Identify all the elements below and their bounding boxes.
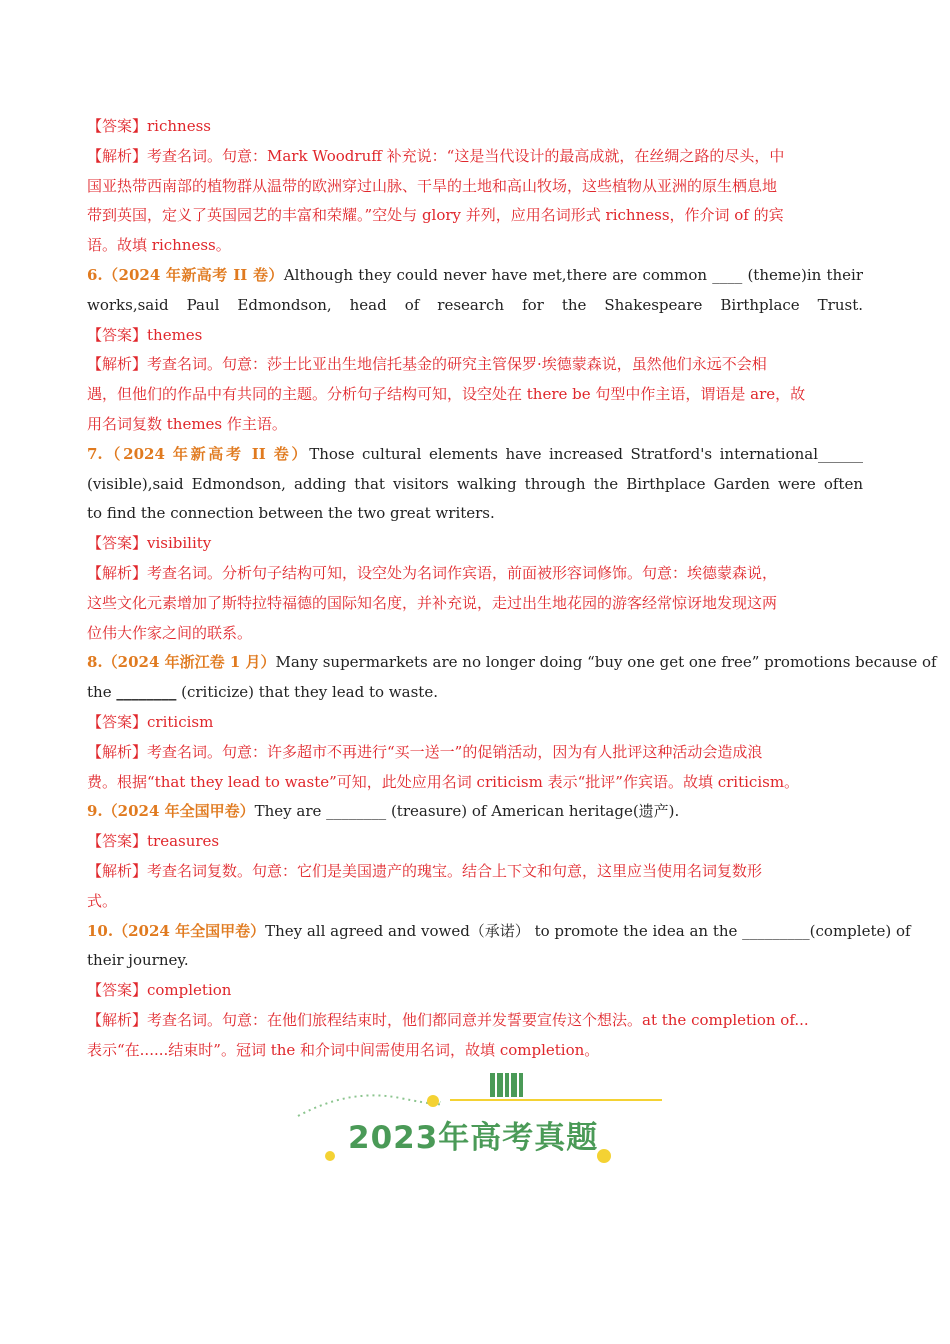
q10-question-line: their journey.	[87, 951, 189, 970]
q7-question-text: Those cultural elements have increased Stratford's international______	[309, 444, 863, 463]
book-spine-icon	[505, 1073, 509, 1097]
book-spine-icon	[511, 1073, 517, 1097]
q5-analysis-line: 语。故填 richness。	[87, 236, 231, 255]
q8-analysis-line: 【解析】考查名词。句意：许多超市不再进行“买一送一”的促销活动，因为有人批评这种活动会造成浪	[87, 742, 763, 761]
q7-question-line: (visible),said Edmondson, adding that visitors walking through the Birthplace Garden were often	[87, 474, 863, 493]
q10-analysis-line: 表示“在......结束时”。冠词 the 和介词中间需使用名词，故填 completion。	[87, 1040, 600, 1059]
q6-source: 6.（2024 年新高考 II 卷）	[87, 265, 284, 284]
q10-answer: 【答案】completion	[87, 981, 232, 1000]
q6-analysis-line: 【解析】考查名词。句意：莎士比亚出生地信托基金的研究主管保罗·埃德蒙森说，虽然他们永远不会相	[87, 355, 767, 374]
q9-analysis-line: 式。	[87, 891, 118, 910]
q10-source: 10.（2024 年全国甲卷）	[87, 921, 266, 940]
q7-question-line	[87, 440, 863, 470]
document-body	[87, 112, 937, 1066]
book-spine-icon	[519, 1073, 523, 1097]
q6-question-line	[87, 261, 863, 291]
q10-question-line	[87, 917, 911, 947]
q6-analysis-line: 用名词复数 themes 作主语。	[87, 414, 287, 433]
q6-answer: 【答案】themes	[87, 325, 203, 344]
q8-source: 8.（2024 年浙江卷 1 月）	[87, 653, 276, 672]
q8-question-text: Many supermarkets are no longer doing “buy one get one free” promotions because of	[275, 653, 937, 672]
q8-question-line	[87, 678, 863, 708]
yellow-dot	[325, 1151, 335, 1161]
q5-analysis-line: 国亚热带西南部的植物群从温带的欧洲穿过山脉、干旱的土地和高山牧场，这些植物从亚洲的原生栖息地	[87, 176, 778, 195]
q10-question-text: They all agreed and vowed（承诺） to promote the idea an the _________(complete) of	[265, 921, 911, 940]
q5-analysis-line: 【解析】考查名词。句意：Mark Woodruff 补充说：“这是当代设计的最高成就，在丝绸之路的尽头，中	[87, 146, 785, 165]
banner-title: 2023年高考真题	[348, 1120, 599, 1156]
q5-analysis-line: 带到英国，定义了英国园艺的丰富和荣耀。”空处与 glory 并列，应用名词形式 richness，作介词 of 的宾	[87, 206, 784, 225]
q9-answer: 【答案】treasures	[87, 832, 220, 851]
q10-analysis-line: 【解析】考查名词。句意：在他们旅程结束时，他们都同意并发誓要宣传这个想法。at the completion of...	[87, 1010, 809, 1029]
q8-text-post: (criticize) that they lead to waste.	[176, 683, 438, 702]
yellow-dot	[427, 1095, 439, 1107]
q7-analysis-line: 这些文化元素增加了斯特拉特福德的国际知名度，并补充说，走过出生地花园的游客经常惊讶地发现这两	[87, 593, 778, 612]
q9-question-line	[87, 797, 863, 827]
q8-blank: ________	[116, 683, 177, 702]
q9-question-text: They are ________ (treasure) of American heritage(遗产).	[254, 802, 680, 821]
q6-question-line: works,said Paul Edmondson, head of research for the Shakespeare Birthplace Trust.	[87, 295, 863, 314]
q6-question-text: Although they could never have met,there are common ____ (theme)in their	[283, 265, 863, 284]
q5-answer: 【答案】richness	[87, 117, 211, 135]
q8-text-pre: the	[87, 683, 117, 702]
q9-analysis-line: 【解析】考查名词复数。句意：它们是美国遗产的瑰宝。结合上下文和句意，这里应当使用名词复数形	[87, 861, 763, 880]
q7-source: 7.（2024 年新高考 II 卷）	[87, 444, 310, 463]
book-spine-icon	[497, 1073, 503, 1097]
q8-answer: 【答案】criticism	[87, 712, 214, 731]
q8-analysis-line: 费。根据“that they lead to waste”可知，此处应用名词 criticism 表示“批评”作宾语。故填 criticism。	[87, 772, 800, 791]
book-spine-icon	[490, 1073, 495, 1097]
q7-analysis-line: 【解析】考查名词。分析句子结构可知，设空处为名词作宾语，前面被形容词修饰。句意：埃德蒙森说，	[87, 563, 778, 582]
q8-question-line	[87, 648, 937, 678]
section-banner	[290, 1068, 670, 1168]
yellow-dot	[597, 1149, 611, 1163]
q9-source: 9.（2024 年全国甲卷）	[87, 802, 255, 821]
q7-question-line: to find the connection between the two great writers.	[87, 504, 495, 523]
q7-answer: 【答案】visibility	[87, 534, 212, 553]
q7-analysis-line: 位伟大作家之间的联系。	[87, 623, 253, 642]
q6-analysis-line: 遇，但他们的作品中有共同的主题。分析句子结构可知，设空处在 there be 句型中作主语，谓语是 are，故	[87, 385, 806, 404]
